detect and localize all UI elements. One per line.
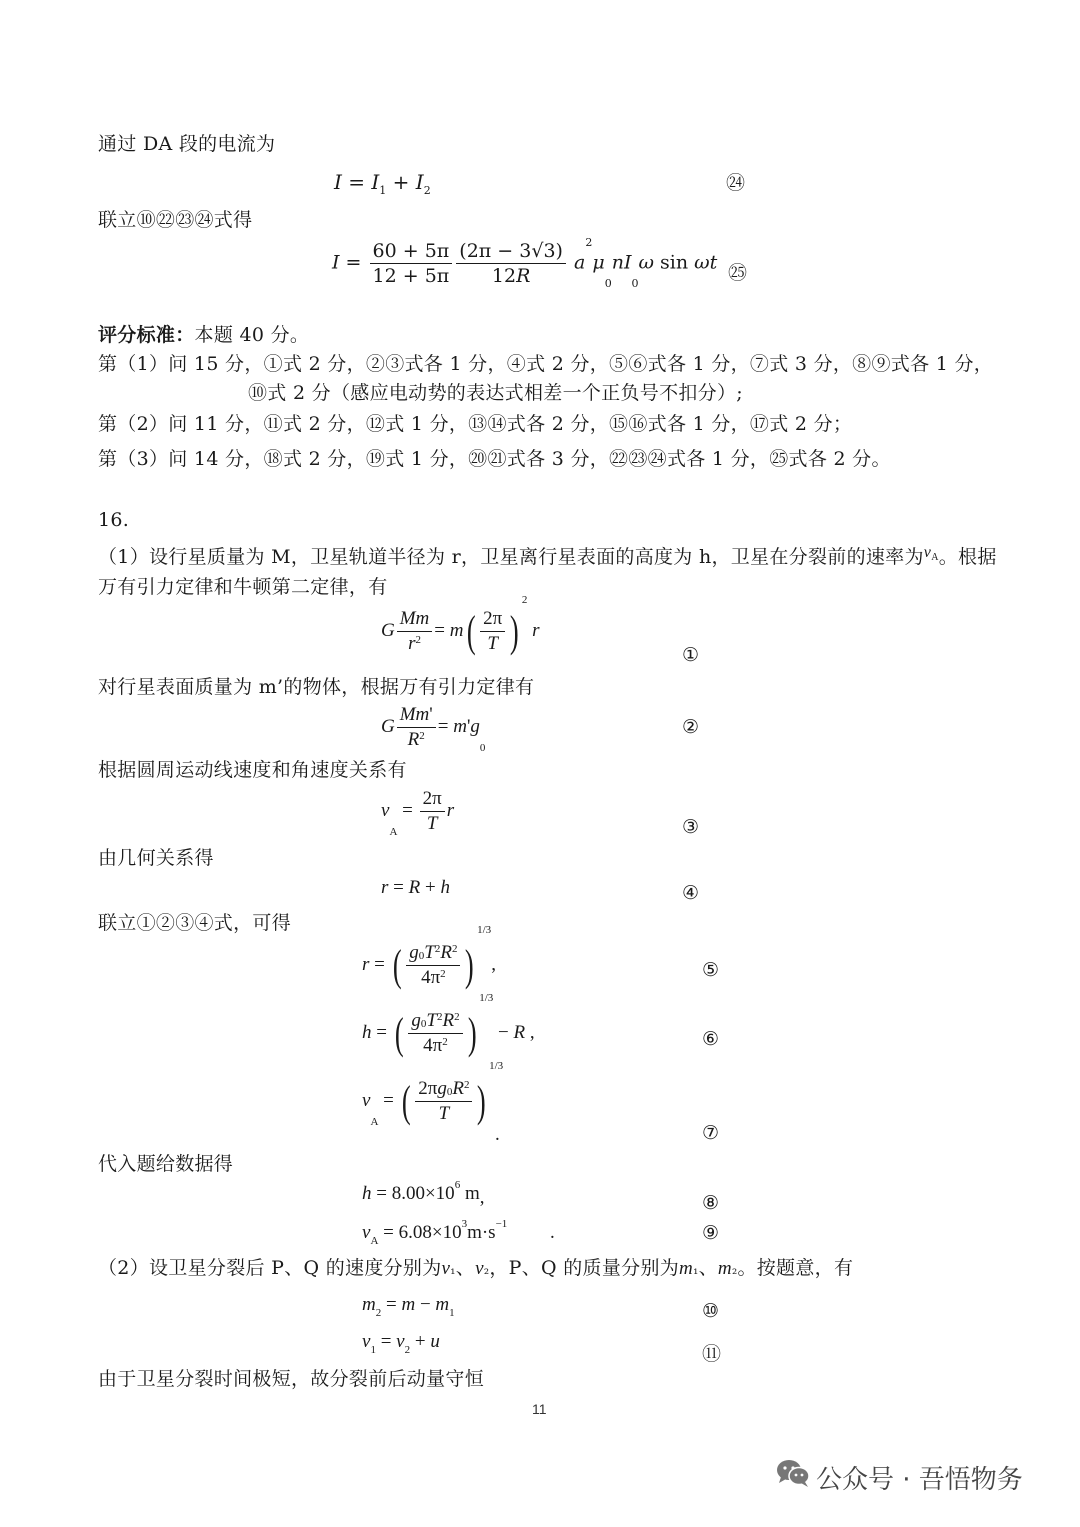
- equation-number-8: ⑧: [702, 1192, 720, 1214]
- equation-number-25: ㉕: [728, 262, 748, 284]
- geometry-text: 由几何关系得: [98, 847, 214, 869]
- page-number: 11: [532, 1401, 547, 1417]
- part1-line1-text: （1）设行星质量为 M，卫星轨道半径为 r，卫星离行星表面的高度为 h，卫星在分裂前的速率为: [98, 546, 924, 568]
- equation-number-3: ③: [682, 816, 700, 838]
- equation-9: $v_A = 6.08\times 10^3m\cdot s^{-1}$: [362, 1218, 508, 1247]
- equation-24: $I = I_1 + I_2$: [334, 170, 431, 197]
- scoring-q1-line2: ⑩式 2 分（感应电动势的表达式相差一个正负号不扣分）;: [248, 382, 743, 404]
- equation-number-7: ⑦: [702, 1122, 720, 1144]
- part2-text-d: 、: [698, 1257, 718, 1279]
- equation-number-6: ⑥: [702, 1028, 720, 1050]
- equation-number-1: ①: [682, 644, 700, 666]
- equation-8: $h = 8.00\times 10^6$ m,: [362, 1179, 485, 1208]
- surface-text: 对行星表面质量为 m’的物体，根据万有引力定律有: [98, 676, 535, 698]
- h-value: 8.00×10: [391, 1183, 455, 1204]
- scoring-q3-line: 第（3）问 14 分，⑱式 2 分，⑲式 1 分，⑳㉑式各 3 分，㉒㉓㉔式各 1 分，㉕式各 2 分。: [98, 448, 891, 470]
- part1-line1-end: 。根据: [938, 546, 997, 568]
- combine-text-16: 联立①②③④式，可得: [98, 912, 292, 934]
- scoring-q1-line1: 第（1）问 15 分，①式 2 分，②③式各 1 分，④式 2 分，⑤⑥式各 1 分，⑦式 3 分，⑧⑨式各 1 分，: [98, 353, 994, 375]
- circular-text: 根据圆周运动线速度和角速度关系有: [98, 759, 407, 781]
- equation-number-2: ②: [682, 716, 700, 738]
- part2-text-b: 、: [455, 1257, 476, 1279]
- combine-text: 联立⑩㉒㉓㉔式得: [98, 209, 253, 231]
- scoring-text: 本题 40 分。: [194, 324, 310, 346]
- v-unit: m·s: [467, 1222, 496, 1243]
- footer-brand: 公众号 · 吾悟物务: [816, 1465, 1023, 1495]
- equation-number-5: ⑤: [702, 959, 720, 981]
- equation-number-24: ㉔: [726, 172, 746, 194]
- equation-9-dot: .: [550, 1222, 555, 1243]
- equation-11: $v_1 = v_2 + u$: [362, 1331, 440, 1356]
- equation-7-dot: .: [495, 1124, 500, 1145]
- equation-3: $v_A$ = $\frac{2\pi}{T}$ r: [381, 788, 455, 838]
- equation-5: r = ( $\frac{g_0T^2R^2}{4\pi^2}$ )$^{1/3}$,: [362, 924, 496, 990]
- equation-6: h = ( $\frac{g_0T^2R^2}{4\pi^2}$ )$^{1/3}$ − R ,: [362, 992, 535, 1058]
- part1-line2: 万有引力定律和牛顿第二定律，有: [98, 576, 388, 598]
- da-current-text: 通过 DA 段的电流为: [98, 133, 276, 155]
- part2-text-a: （2）设卫星分裂后 P、Q 的速度分别为: [98, 1257, 442, 1279]
- momentum-text: 由于卫星分裂时间极短，故分裂前后动量守恒: [98, 1368, 485, 1390]
- substitute-text: 代入题给数据得: [98, 1153, 234, 1175]
- part2-line: （2）设卫星分裂后 P、Q 的速度分别为v₁、v₂，P、Q 的质量分别为m₁、m₂。按题意，有: [98, 1257, 854, 1279]
- equation-number-4: ④: [682, 882, 700, 904]
- equation-7: $v_A$ = ( $\frac{2\pi g_0R^2}{T}$ )$^{1/3}$: [362, 1060, 504, 1128]
- equation-4: r = R + h: [381, 877, 450, 898]
- equation-number-9: ⑨: [702, 1222, 720, 1244]
- scoring-q2-line: 第（2）问 11 分，⑪式 2 分，⑫式 1 分，⑬⑭式各 2 分，⑮⑯式各 1 分，⑰式 2 分；: [98, 413, 853, 435]
- equation-2: G $\frac{Mm'}{R^2}$ = $m'g_0$: [381, 704, 486, 754]
- scoring-title: 评分标准：: [98, 324, 195, 346]
- problem-number: 16.: [98, 509, 130, 531]
- equation-number-10: ⑩: [702, 1300, 720, 1322]
- part1-line1: （1）设行星质量为 M，卫星轨道半径为 r，卫星离行星表面的高度为 h，卫星在分裂前的速率为$^v$A。根据: [98, 544, 997, 568]
- wechat-icon: [775, 1458, 811, 1492]
- h-exponent: 6: [454, 1179, 461, 1191]
- equation-10: $m_2 = m - m_1$: [362, 1294, 455, 1319]
- v-exponent: 3: [461, 1218, 468, 1230]
- v-value: 6.08×10: [398, 1222, 462, 1243]
- h-unit: m: [464, 1183, 480, 1204]
- scoring-standard: [98, 323, 309, 347]
- part2-text-e: 。按题意，有: [737, 1257, 854, 1279]
- equation-number-11: ⑪: [702, 1343, 722, 1365]
- equation-25: I = $\frac{60 + 5\pi}{12 + 5\pi}$ $\frac{(2\pi - 3√3)}{12R}$ $a^2\mu_0nI_0\omega$ sin ωt: [332, 236, 718, 290]
- v-unit-exponent: −1: [495, 1218, 508, 1230]
- part2-text-c: ，P、Q 的质量分别为: [489, 1257, 680, 1279]
- equation-1: G $\frac{Mm}{r^2}$ = m( $\frac{2\pi}{T}$ )$^2$ r: [381, 594, 540, 656]
